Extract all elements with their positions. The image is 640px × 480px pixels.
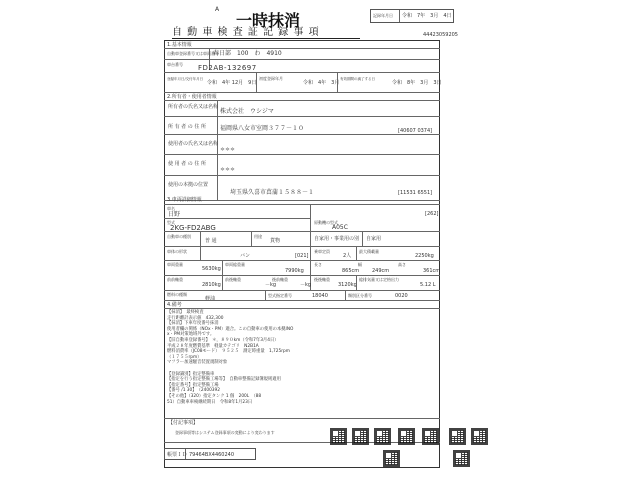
fuel-value: 軽油 <box>205 296 216 302</box>
remarks-label: 【付記事項】 <box>168 420 199 426</box>
note-line: 【指定を行う指定整備工場等】 自動車整備記録簿規則適用 <box>167 377 281 383</box>
private-value: 自家用 <box>366 236 382 242</box>
qr-code-icon <box>383 450 400 467</box>
model-value: 2KG-FD2ABG <box>170 224 216 232</box>
plate-value: 春日部 100 わ 4910 <box>213 50 282 57</box>
use-value: 貨物 <box>270 238 281 244</box>
model-label: 型式 <box>167 220 175 225</box>
document-number: 44423059205 <box>423 32 458 38</box>
engine-value: A05C <box>332 224 348 231</box>
qr-code-icon <box>398 428 415 445</box>
use-label: 用途 <box>254 234 262 239</box>
section3-heading: 3.車両詳細情報 <box>167 197 202 203</box>
maker-label: 車名 <box>167 206 175 211</box>
note-line: 【その他】（320）指定タンク 1 個 200L （88 <box>167 394 262 399</box>
chassis-value: FD2AB-132697 <box>198 64 257 72</box>
front-rear-label: 前後軸重 <box>225 277 241 282</box>
owner-address-label: 所 有 者 の 住 所 <box>168 124 206 130</box>
first-year-label: 初度登録年月 <box>259 76 283 81</box>
body-value: バン <box>240 253 251 259</box>
section4-heading: 4.備考 <box>167 302 182 308</box>
note-line: 平成２８年度燃費基準 軽量カテゴリ N2B1A <box>167 343 259 349</box>
qr-code-icon <box>422 428 439 445</box>
note-line: 【抹消】 最終検査 <box>167 310 204 315</box>
weight-label: 車両重量 <box>167 262 183 267</box>
user-address-label: 使 用 者 の 住 所 <box>168 161 206 167</box>
width-value: 249cm <box>372 268 390 274</box>
note-line: 51）自動車車検継続期日 令和8年1月23日 <box>167 399 253 405</box>
base-code: [11531 6551] <box>398 190 433 196</box>
height-label: 高さ <box>398 262 406 267</box>
note-line: 【番号 /1 30】 （2400392 <box>167 388 220 394</box>
max-load-label: 最大積載量 <box>359 249 379 254</box>
owner-address-code: [40607 0374] <box>398 128 433 134</box>
note-line: 使用者欄の関係（NOx・PM）適合。この自動車の使用の本拠INO <box>167 326 294 332</box>
record-date-box <box>370 9 454 23</box>
type-value: 普 通 <box>205 238 217 244</box>
owner-address-value: 福岡県八女市室岡３７７－１０ <box>220 125 305 132</box>
rear-front-value: －kg <box>300 282 312 288</box>
model-cat-label: 型式指定番号 <box>268 293 292 298</box>
width-label: 幅 <box>358 262 362 267</box>
displacement-label: 総排気量又は定格出力 <box>359 277 399 282</box>
weight-value: 5630kg <box>202 266 221 272</box>
qr-code-icon <box>471 428 488 445</box>
first-reg-label: 登録年月日/交付年月日 <box>167 77 204 81</box>
max-load-value: 2250kg <box>415 253 434 259</box>
subtitle-underline <box>172 38 360 39</box>
qr-code-icon <box>352 428 369 445</box>
maker-value: 日野 <box>168 211 181 218</box>
rear-rear-value: 3120kg <box>338 282 357 288</box>
expiry-label: 有効期間の満了する日 <box>340 77 375 81</box>
section2-heading: 2.所有者・使用者情報 <box>167 94 217 100</box>
record-date-value: 令和 7年 3月 4日 <box>402 13 452 19</box>
owner-name-value: 株式会社 ウシジマ <box>220 108 274 115</box>
owner-name-label: 所有者の氏名又は名称 <box>168 104 219 110</box>
qr-code-icon <box>374 428 391 445</box>
length-value: 865cm <box>342 268 360 274</box>
form-id-box <box>164 448 256 460</box>
base-label: 使用の本拠の位置 <box>168 182 209 188</box>
qr-code-icon <box>453 450 470 467</box>
type-label: 自動車の種別 <box>167 234 191 239</box>
user-name-label: 使用者の氏名又は名称 <box>168 141 219 147</box>
note-line: 走行距離計表示値 432,300 <box>167 315 224 321</box>
note-line: 【旧自動車登録番号】 ＊，８９０km（令和7年3月4日） <box>167 338 279 343</box>
form-id-label: 帳票ＩＤ <box>167 452 188 458</box>
gross-value: 7990kg <box>285 268 304 274</box>
body-label: 車体の形状 <box>167 249 187 254</box>
corner-letter: A <box>215 6 220 13</box>
maker-code: [262] <box>425 211 439 217</box>
remarks-text: 登録事項等はシステム登録事項の変動により変わります <box>175 430 275 435</box>
document-subtitle: 自 動 車 検 査 証 記 録 事 項 <box>172 27 320 38</box>
gross-label: 車両総重量 <box>225 262 245 267</box>
record-date-label: 記録年月日 <box>373 13 393 18</box>
note-line: 【登録識別】指定整備車 <box>167 371 215 377</box>
qr-code-icon <box>330 428 347 445</box>
capacity-value: 2人 <box>343 253 352 259</box>
plate-label: 自動車登録番号又は車両番号 <box>167 51 219 56</box>
engine-label: 原動機の型式 <box>314 220 338 225</box>
expiry-value: 令和 8年 3月 3日 <box>392 80 442 86</box>
document-title-large: 一時抹消 <box>236 11 301 30</box>
first-reg-value: 令和 4年 12月 9日 <box>207 80 257 86</box>
displacement-value: 5.12 L <box>420 282 436 288</box>
body-code: [021] <box>295 253 309 259</box>
user-name-value: ＊＊＊ <box>220 147 236 153</box>
class-value: 0020 <box>395 293 408 299</box>
section1-heading: 1.基本情報 <box>167 42 192 48</box>
rear-rear-label: 後後軸重 <box>314 277 330 282</box>
model-cat-value: 18040 <box>312 293 328 299</box>
note-line: x・PM対策地域外です。 <box>167 332 215 338</box>
chassis-label: 車台番号 <box>167 62 183 67</box>
class-label: 類別区分番号 <box>348 293 372 298</box>
height-value: 361cm <box>423 268 441 274</box>
first-year-value: 令和 4年 3月 <box>303 80 340 86</box>
length-label: 長さ <box>314 262 322 267</box>
rear-front-label: 後前軸重 <box>272 277 288 282</box>
note-line: 【抹消】下車年度番号抹消 <box>167 321 219 327</box>
private-label: 自家用・事業用の別 <box>314 236 360 242</box>
form-id-value: 79464BX4460240 <box>189 452 235 458</box>
user-address-value: ＊＊＊ <box>220 167 236 173</box>
capacity-label: 乗車定員 <box>314 249 330 254</box>
note-line: （１７５５rpm） <box>167 354 202 360</box>
note-line: マフラー加速騒音装置規制対象 <box>167 360 228 366</box>
fuel-label: 燃料の種類 <box>167 292 187 297</box>
front-axle-value: 2810kg <box>202 282 221 288</box>
note-line: 【指定番号】指定整備工場 <box>167 382 219 388</box>
front-axle-label: 前前軸重 <box>167 277 183 282</box>
base-value: 埼玉県久喜市菖蒲１５８８－１ <box>230 189 315 196</box>
note-line: 燃料消費率（JC08モード） ９５２５ 測定時重量 1,725rpm <box>167 349 290 355</box>
qr-code-icon <box>449 428 466 445</box>
front-rear-value: －kg <box>265 282 277 288</box>
